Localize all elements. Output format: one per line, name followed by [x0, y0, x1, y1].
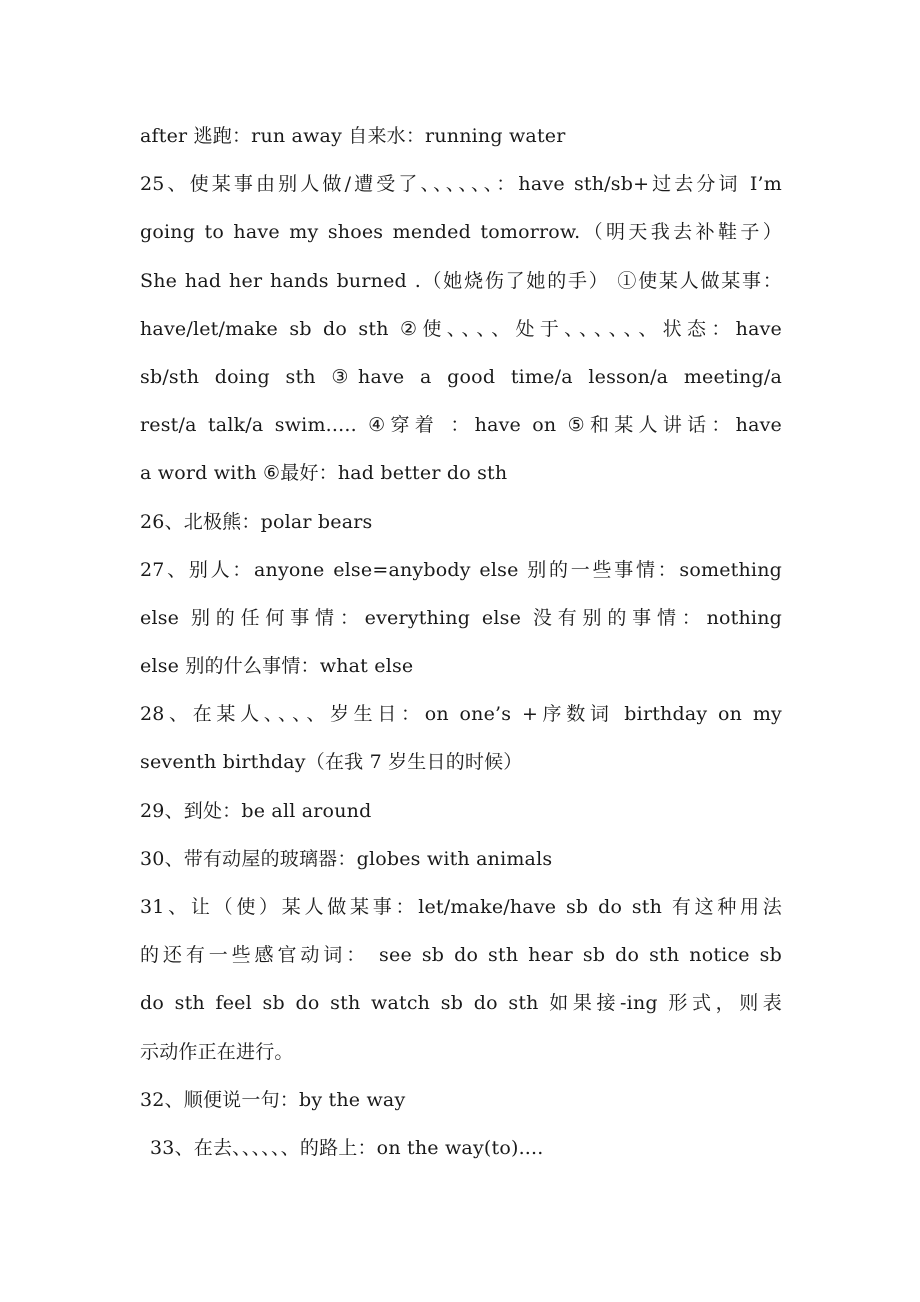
text-line: rest/a talk/a swim..... ④穿着 ：have on ⑤和某人讲话：have [140, 414, 782, 437]
text-line: 示动作正在进行。 [140, 1040, 294, 1063]
text-line: seventh birthday（在我 7 岁生日的时候） [140, 751, 523, 774]
text-line: else 别的什么事情：what else [140, 655, 414, 678]
text-line: have/let/make sb do sth ②使、、、、处于、、、、、、状态：have [140, 317, 782, 340]
text-line: 的还有一些感官动词： see sb do sth hear sb do sth notice sb [140, 944, 782, 967]
text-line: a word with ⑥最好：had better do sth [140, 462, 508, 485]
text-line: 29、到处：be all around [140, 799, 372, 822]
text-line: 27、别人：anyone else=anybody else 别的一些事情：something [140, 558, 782, 581]
text-line: She had her hands burned .（她烧伤了她的手） ①使某人做某事： [140, 269, 782, 292]
text-line: 31、让（使）某人做某事：let/make/have sb do sth 有这种用法 [140, 896, 782, 918]
text-line: else 别的任何事情：everything else 没有别的事情：nothing [140, 606, 782, 629]
document-body [140, 112, 782, 1172]
text-line: going to have my shoes mended tomorrow.（明天我去补鞋子） [140, 221, 782, 244]
text-line: 26、北极熊：polar bears [140, 510, 373, 533]
text-line: 25、使某事由别人做/遭受了、、、、、、：have sth/sb+过去分词 I’m [140, 173, 782, 196]
text-line: 33、在去、、、、、、的路上：on the way(to).... [150, 1136, 544, 1159]
text-line: after 逃跑：run away 自来水：running water [140, 125, 566, 147]
text-line: do sth feel sb do sth watch sb do sth 如果接-ing 形式，则表 [140, 992, 782, 1015]
text-line: 28、在某人、、、、岁生日：on one’s +序数词 birthday on my [140, 703, 782, 726]
text-line: 30、带有动屋的玻璃器：globes with animals [140, 847, 553, 870]
text-line: 32、顺便说一句：by the way [140, 1088, 406, 1111]
text-line: sb/sth doing sth ③have a good time/a lesson/a meeting/a [140, 365, 782, 388]
